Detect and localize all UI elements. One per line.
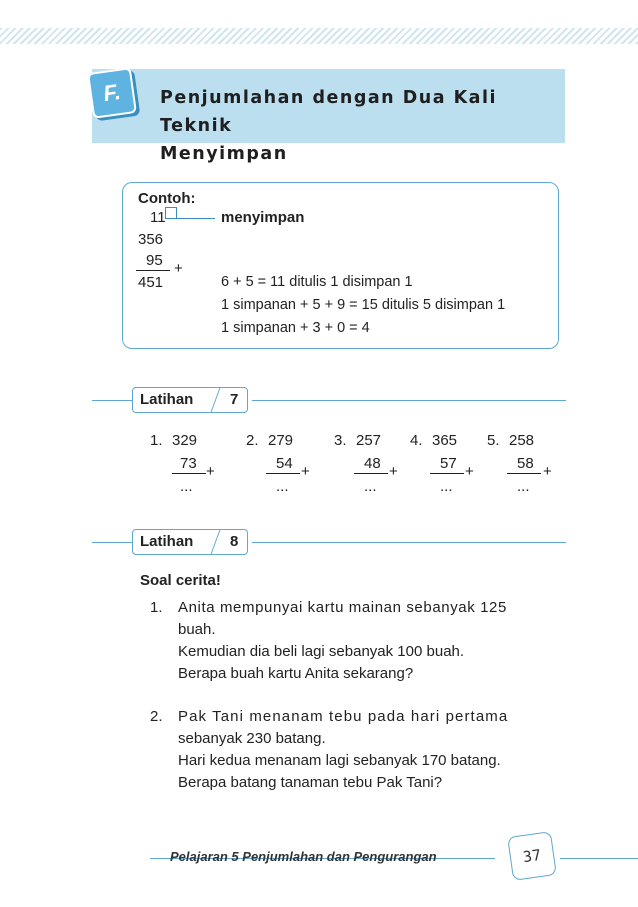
problem-index: 1. (150, 432, 163, 449)
latihan7-number: 7 (230, 391, 239, 408)
top-decorative-stripe (0, 28, 638, 44)
latihan8-number: 8 (230, 533, 239, 550)
section-title-line2: Menyimpan (160, 144, 288, 164)
latihan7-rule-right (252, 400, 566, 401)
page-number: 37 (507, 831, 557, 881)
problem-sum-line (172, 473, 206, 474)
carry-marker-box (165, 207, 177, 219)
problem-top-number: 257 (356, 432, 382, 449)
example-step-1: 6 + 5 = 11 ditulis 1 disimpan 1 (221, 274, 413, 290)
story-index: 1. (150, 599, 163, 616)
problem-sum-line (507, 473, 541, 474)
example-step-3: 1 simpanan + 3 + 0 = 4 (221, 320, 370, 336)
problem-sum-line (354, 473, 388, 474)
story-line: Kemudian dia beli lagi sebanyak 100 buah. (178, 643, 465, 660)
section-title (160, 84, 560, 168)
problem-index: 5. (487, 432, 500, 449)
problem-answer: ... (517, 478, 530, 495)
problem-bottom-number: 48 (364, 455, 381, 472)
problem-answer: ... (180, 478, 193, 495)
problem-plus-sign: + (543, 463, 552, 480)
example-label: Contoh: (138, 190, 196, 207)
problem-plus-sign: + (465, 463, 474, 480)
footer-rule-right (560, 858, 638, 859)
problem-top-number: 258 (509, 432, 535, 449)
story-line: sebanyak 230 batang. (178, 730, 326, 747)
story-text (178, 706, 573, 794)
problem-answer: ... (364, 478, 377, 495)
problem-index: 3. (334, 432, 347, 449)
problem-plus-sign: + (206, 463, 215, 480)
problem-bottom-number: 73 (180, 455, 197, 472)
story-line: Berapa buah kartu Anita sekarang? (178, 665, 414, 682)
section-letter-badge: F. (87, 67, 137, 119)
footer-chapter-title: Pelajaran 5 Penjumlahan dan Pengurangan (170, 849, 437, 864)
problem-index: 4. (410, 432, 423, 449)
problem-plus-sign: + (389, 463, 398, 480)
section-title-line1: Penjumlahan dengan Dua Kali Teknik (160, 88, 497, 136)
example-carry-digits: 11 (150, 209, 166, 226)
example-sum: 451 (138, 274, 164, 291)
story-text (178, 597, 573, 685)
problem-plus-sign: + (301, 463, 310, 480)
example-sum-line (136, 270, 170, 271)
story-line: Hari kedua menanam lagi sebanyak 170 batang. (178, 752, 501, 769)
example-carry-word: menyimpan (221, 209, 305, 226)
story-line: Anita mempunyai kartu mainan sebanyak 125 (178, 599, 507, 616)
carry-pointer-line (177, 218, 215, 219)
problem-answer: ... (276, 478, 289, 495)
problem-bottom-number: 58 (517, 455, 534, 472)
latihan7-label: Latihan (140, 391, 194, 408)
problem-bottom-number: 57 (440, 455, 457, 472)
latihan7-rule-left (92, 400, 132, 401)
problem-top-number: 279 (268, 432, 294, 449)
story-line: Pak Tani menanam tebu pada hari pertama (178, 708, 509, 725)
example-addend-2: 95 (146, 252, 163, 269)
story-index: 2. (150, 708, 163, 725)
story-problems-title: Soal cerita! (140, 572, 221, 589)
example-addend-1: 356 (138, 231, 164, 248)
problem-top-number: 329 (172, 432, 198, 449)
problem-sum-line (266, 473, 300, 474)
latihan8-rule-left (92, 542, 132, 543)
problem-answer: ... (440, 478, 453, 495)
problem-bottom-number: 54 (276, 455, 293, 472)
problem-index: 2. (246, 432, 259, 449)
latihan8-rule-right (252, 542, 566, 543)
example-plus-sign: + (174, 260, 183, 277)
example-step-2: 1 simpanan + 5 + 9 = 15 ditulis 5 disimpan 1 (221, 297, 506, 313)
story-line: Berapa batang tanaman tebu Pak Tani? (178, 774, 443, 791)
problem-sum-line (430, 473, 464, 474)
problem-top-number: 365 (432, 432, 458, 449)
latihan8-label: Latihan (140, 533, 194, 550)
story-line: buah. (178, 621, 216, 638)
